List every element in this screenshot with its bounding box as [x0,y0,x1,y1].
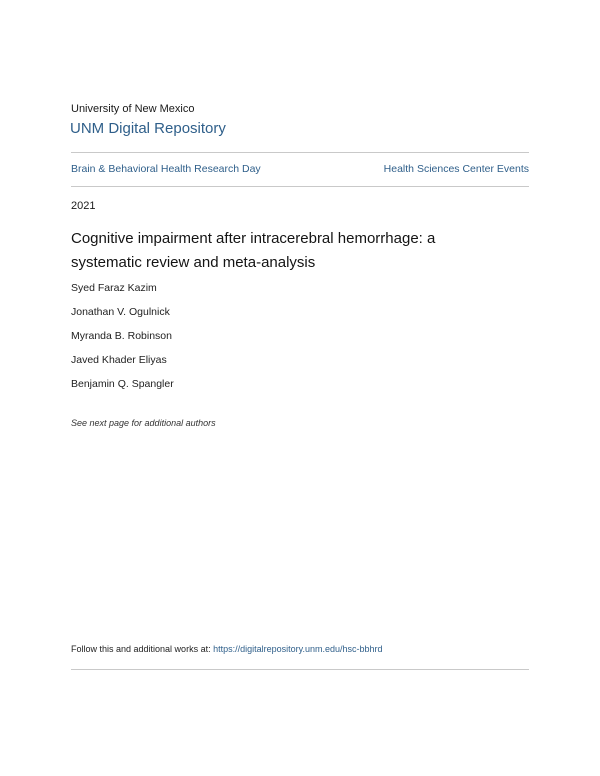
series-link-left[interactable]: Brain & Behavioral Health Research Day [71,163,261,175]
repository-link[interactable]: UNM Digital Repository [70,120,226,137]
collection-url-link[interactable]: https://digitalrepository.unm.edu/hsc-bbhrd [213,644,383,654]
author-list [71,281,174,401]
paper-title: Cognitive impairment after intracerebral hemorrhage: a systematic review and meta-analysis [71,230,436,271]
author-name: Syed Faraz Kazim [71,282,157,294]
publication-year: 2021 [71,200,96,212]
institution-name: University of New Mexico [71,103,195,115]
series-link-right[interactable]: Health Sciences Center Events [383,163,529,175]
additional-authors-note: See next page for additional authors [71,418,216,428]
author-name: Myranda B. Robinson [71,330,172,342]
divider-top [71,152,529,153]
follow-line [71,644,383,654]
author-name: Jonathan V. Ogulnick [71,306,170,318]
author-name: Javed Khader Eliyas [71,354,167,366]
follow-text: Follow this and additional works at: [71,644,214,654]
divider-middle [71,186,529,187]
author-name: Benjamin Q. Spangler [71,378,174,390]
divider-bottom [71,669,529,670]
